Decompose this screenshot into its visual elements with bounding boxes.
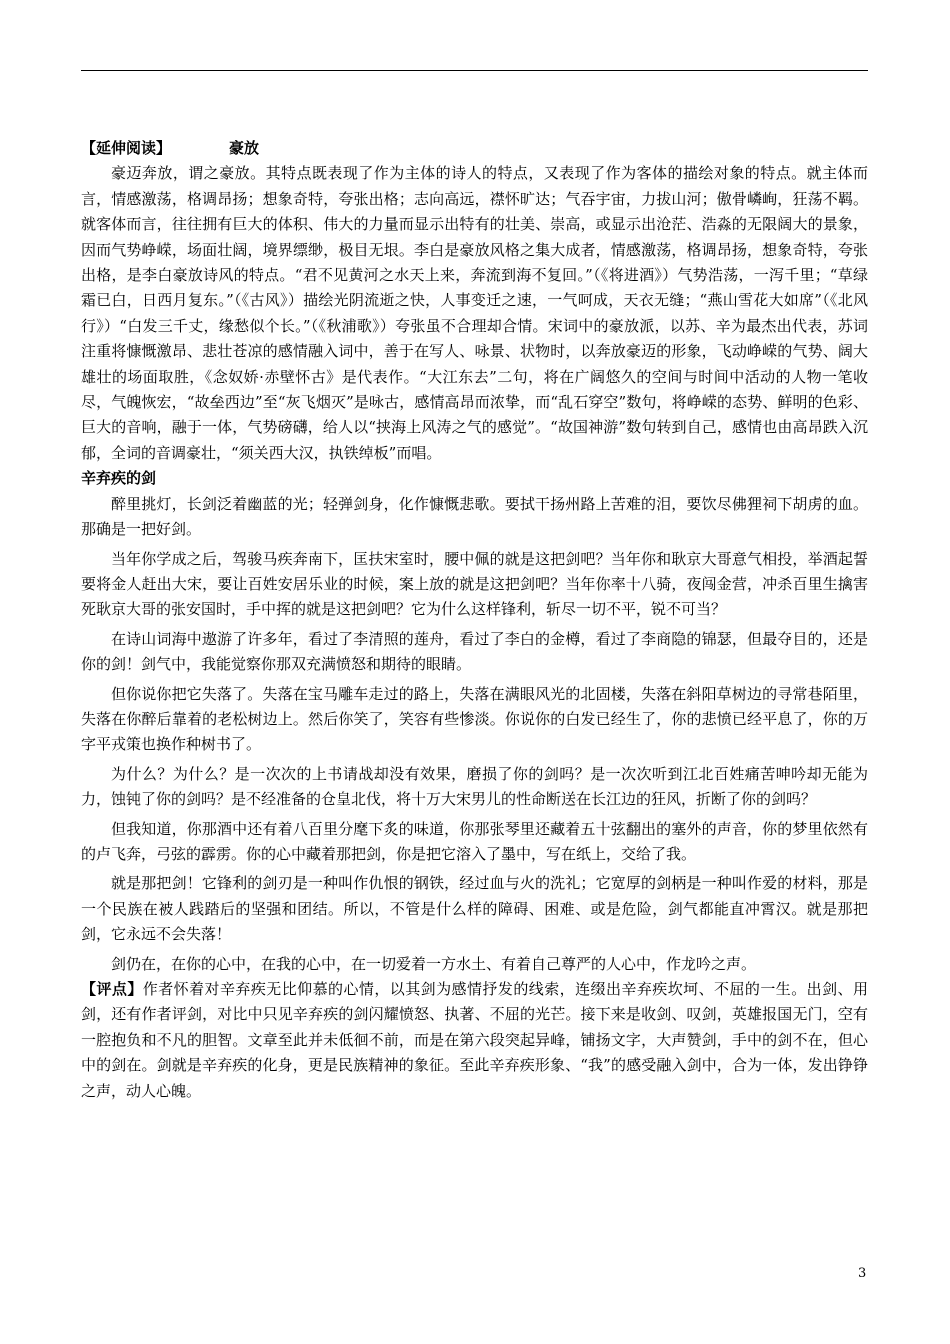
essay-paragraph-7: 就是那把剑！它锋利的剑刃是一种叫作仇恨的钢铁，经过血与火的洗礼；它宽厚的剑柄是一种叫作爱的材料，那是一个民族在被人践踏后的坚强和团结。所以，不管是什么样的障碍、困难、或是危险，剑气都能直冲霄汉。就是那把剑，它永远不会失落！ bbox=[81, 874, 868, 944]
page-number: 3 bbox=[858, 1266, 867, 1281]
essay-paragraph-8: 剑仍在，在你的心中，在我的心中，在一切爱着一方水土、有着自己尊严的人心中，作龙吟之声。 bbox=[111, 954, 757, 973]
header-rule bbox=[81, 70, 868, 71]
essay-paragraph-4: 但你说你把它失落了。失落在宝马雕车走过的路上，失落在满眼风光的北固楼，失落在斜阳草树边的寻常巷陌里，失落在你醉后靠着的老松树边上。然后你笑了，笑容有些惨淡。你说你的白发已经生了，你的悲愤已经平息了，你的万字平戎策也换作种树书了。 bbox=[81, 684, 868, 754]
section-heading-haofang bbox=[81, 136, 868, 161]
comment-tag: 【评点】 bbox=[81, 980, 143, 998]
comment-paragraph bbox=[81, 977, 868, 1104]
extended-reading-tag: 【延伸阅读】 bbox=[81, 139, 172, 157]
comment-text: 作者怀着对辛弃疾无比仰慕的心情，以其剑为感情抒发的线索，连缀出辛弃疾坎坷、不屈的一生。出剑、用剑，还有作者评剑，对比中只见辛弃疾的剑闪耀愤怒、执著、不屈的光芒。接下来是收剑、叹剑，英雄报国无门，空有一腔抱负和不凡的胆智。文章至此并未低徊不前，而是在第六段突起异峰，铺扬文字，大声赞剑，手中的剑不在，但心中的剑在。剑就是辛弃疾的化身，更是民族精神的象征。至此辛弃疾形象、“我”的感受融入剑中，合为一体，发出铮铮之声，动人心魄。 bbox=[81, 980, 868, 1100]
essay-paragraph-5: 为什么？为什么？是一次次的上书请战却没有效果，磨损了你的剑吗？是一次次听到江北百姓痛苦呻吟却无能为力，蚀钝了你的剑吗？是不经准备的仓皇北伐，将十万大宋男儿的性命断送在长江边的狂风，折断了你的剑吗？ bbox=[81, 764, 868, 809]
haofang-paragraph: 豪迈奔放，谓之豪放。其特点既表现了作为主体的诗人的特点，又表现了作为客体的描绘对象的特点。就主体而言，情感激荡，格调昂扬；想象奇特，夸张出格；志向高远，襟怀旷达；气吞宇宙，力拔山河；傲骨嶙峋，狂荡不羁。就客体而言，往往拥有巨大的体积、伟大的力量而显示出特有的壮美、崇高，或显示出沧茫、浩淼的无限阔大的景象，因而气势峥嵘，场面壮阔，境界缥缈，极目无垠。李白是豪放风格之集大成者，情感激荡，格调昂扬，想象奇特，夸张出格，是李白豪放诗风的特点。“君不见黄河之水天上来，奔流到海不复回。”（《将进酒》）气势浩荡，一泻千里；“草绿霜已白，日西月复东。”（《古风》）描绘光阴流逝之快，人事变迁之速，一气呵成，天衣无缝；“燕山雪花大如席”（《北风行》）“白发三千丈，缘愁似个长。”（《秋浦歌》）夸张虽不合理却合情。宋词中的豪放派，以苏、辛为最杰出代表，苏词注重将慷慨激昂、悲壮苍凉的感情融入词中，善于在写人、咏景、状物时，以奔放豪迈的形象，飞动峥嵘的气势、阔大雄壮的场面取胜，《念奴娇·赤壁怀古》是代表作。“大江东去”二句，将在广阔悠久的空间与时间中活动的人物一笔收尽，气魄恢宏，“故垒西边”至“灰飞烟灭”是咏古，感情高昂而浓挚，而“乱石穿空”数句，将峥嵘的态势、鲜明的色彩、巨大的音响，融于一体，气势磅礴，给人以“挟海上风涛之气的感觉”。“故国神游”数句转到自己，感情也由高昂跌入沉郁，全词的音调豪壮，“须关西大汉，执铁绰板”而唱。 bbox=[81, 164, 868, 462]
essay-paragraph-2: 当年你学成之后，驾骏马疾奔南下，匡扶宋室时，腰中佩的就是这把剑吧？当年你和耿京大哥意气相投，举酒起誓要将金人赶出大宋，要让百姓安居乐业的时候，案上放的就是这把剑吧？当年你率十八骑，夜闯金营，冲杀百里生擒害死耿京大哥的张安国时，手中挥的就是这把剑吧？它为什么这样锋利，斩尽一切不平，锐不可当？ bbox=[81, 549, 868, 619]
essay-paragraph-6: 但我知道，你那酒中还有着八百里分麾下炙的味道，你那张琴里还藏着五十弦翻出的塞外的声音，你的梦里依然有的卢飞奔，弓弦的霹雳。你的心中藏着那把剑，你是把它溶入了墨中，写在纸上，交给了我。 bbox=[81, 819, 868, 863]
essay-title: 辛弃疾的剑 bbox=[81, 469, 157, 488]
section-title-haofang: 豪放 bbox=[229, 139, 260, 157]
essay-paragraph-3: 在诗山词海中遨游了许多年，看过了李清照的莲舟，看过了李白的金樽，看过了李商隐的锦瑟，但最夺目的，还是你的剑！剑气中，我能觉察你那双充满愤怒和期待的眼睛。 bbox=[81, 629, 868, 674]
document-body bbox=[81, 136, 868, 1104]
essay-paragraph-1: 醉里挑灯，长剑泛着幽蓝的光；轻弹剑身，化作慷慨悲歌。要拭干扬州路上苦难的泪，要饮尽佛狸祠下胡虏的血。那确是一把好剑。 bbox=[81, 494, 868, 539]
